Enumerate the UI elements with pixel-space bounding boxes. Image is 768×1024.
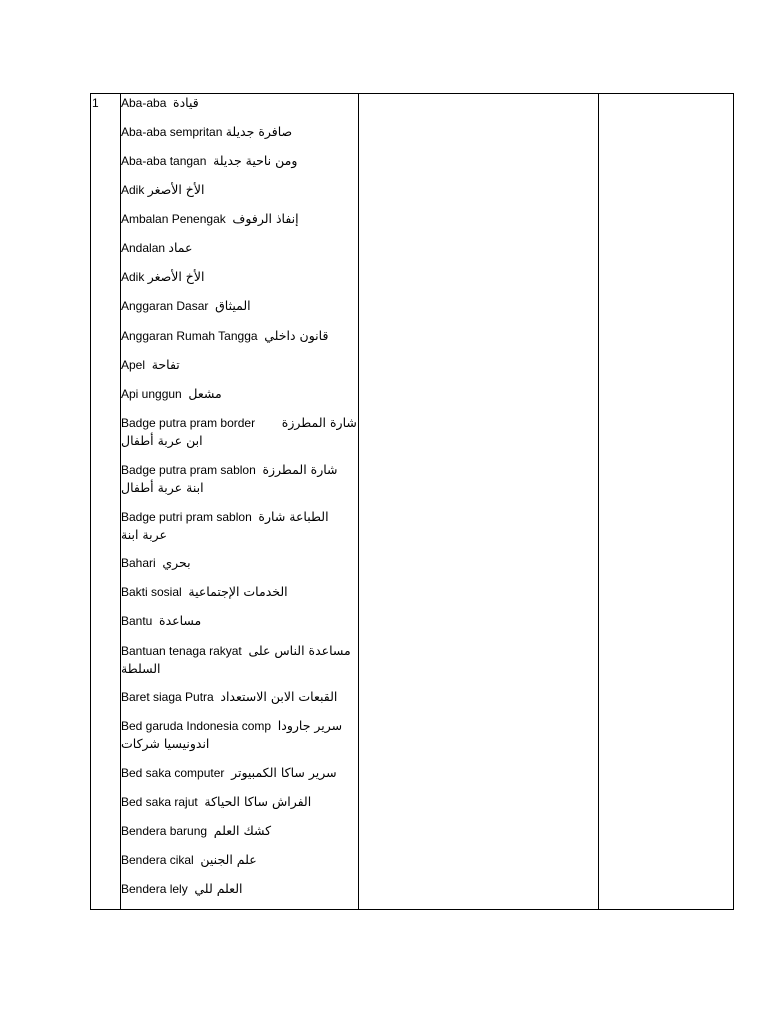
entry-0-arabic: قيادة: [173, 95, 199, 110]
entry-8-latin: Anggaran Rumah Tangga: [121, 329, 258, 343]
entry-22-arabic: كشك العلم: [213, 823, 272, 838]
entry-20-latin: Bed saka computer: [121, 766, 225, 780]
entry-8: [121, 327, 357, 345]
entry-18-latin: Baret siaga Putra: [121, 690, 214, 704]
entry-17-arabic: مساعدة الناس على السلطة: [121, 643, 351, 676]
entry-2: [121, 152, 357, 170]
entry-4-arabic: إنفاذ الرفوف: [232, 211, 299, 226]
entry-19-latin: Bed garuda Indonesia comp: [121, 719, 272, 733]
entry-24-arabic: العلم للي: [194, 881, 243, 896]
entry-5-arabic: عماد: [168, 240, 193, 255]
entry-22-latin: Bendera barung: [121, 824, 208, 838]
entry-0: [121, 94, 357, 112]
entry-8-arabic: قانون داخلي: [264, 328, 329, 343]
entry-10-arabic: مشعل: [188, 386, 222, 401]
entry-22: [121, 822, 357, 840]
entry-10-latin: Api unggun: [121, 387, 182, 401]
entry-18: [121, 688, 357, 706]
entry-11-arabic: شارة المطرزة ابن عربة أطفال: [121, 415, 357, 448]
entry-2-arabic: ومن ناحية جديلة: [213, 153, 298, 168]
entry-15-arabic: الخدمات الإجتماعية: [188, 584, 288, 599]
entry-1-latin: Aba-aba sempritan: [121, 125, 223, 139]
entry-12-arabic: شارة المطرزة ابنة عربة أطفال: [121, 462, 338, 495]
entry-3-arabic: الأخ الأصغر: [147, 182, 205, 197]
entry-17-latin: Bantuan tenaga rakyat: [121, 644, 242, 658]
entry-7-latin: Anggaran Dasar: [121, 299, 209, 313]
entry-7: [121, 297, 357, 315]
entry-6-arabic: الأخ الأصغر: [147, 269, 205, 284]
entry-3-latin: Adik: [121, 183, 145, 197]
entry-1: [121, 123, 357, 141]
entry-9-latin: Apel: [121, 358, 146, 372]
entry-11-latin: Badge putra pram border: [121, 416, 256, 430]
entry-5-latin: Andalan: [121, 241, 166, 255]
entry-21-latin: Bed saka rajut: [121, 795, 198, 809]
entry-16-arabic: مساعدة: [159, 613, 202, 628]
entry-23-latin: Bendera cikal: [121, 853, 194, 867]
entry-12-latin: Badge putra pram sablon: [121, 463, 256, 477]
entry-10: [121, 385, 357, 403]
entry-16-latin: Bantu: [121, 614, 153, 628]
entry-18-arabic: القبعات الابن الاستعداد: [220, 689, 338, 704]
entry-13-arabic: الطباعة شارة عربة ابنة: [121, 509, 329, 542]
entry-21-arabic: الفراش ساكا الحياكة: [204, 794, 312, 809]
entries-cell: [121, 94, 359, 909]
entry-24-latin: Bendera lely: [121, 882, 188, 896]
entry-19: [121, 717, 357, 753]
entry-15: [121, 583, 357, 601]
entry-7-arabic: الميثاق: [215, 298, 251, 313]
entry-4-latin: Ambalan Penengak: [121, 212, 226, 226]
entry-6: [121, 268, 357, 286]
entry-4: [121, 210, 357, 228]
entry-9: [121, 356, 357, 374]
entry-21: [121, 793, 357, 811]
empty-cell-2: [599, 94, 733, 909]
entry-24: [121, 880, 357, 898]
entry-12: [121, 461, 357, 497]
entry-2-latin: Aba-aba tangan: [121, 154, 207, 168]
row-number-cell: [91, 94, 121, 909]
entry-15-latin: Bakti sosial: [121, 585, 182, 599]
entry-14-latin: Bahari: [121, 556, 156, 570]
entry-1-arabic: صافرة جديلة: [225, 124, 293, 139]
entry-14: [121, 554, 357, 572]
entry-23: [121, 851, 357, 869]
entry-13: [121, 508, 357, 544]
empty-cell-1: [359, 94, 599, 909]
entry-0-latin: Aba-aba: [121, 96, 167, 110]
row-number: 1: [92, 96, 99, 110]
entry-16: [121, 612, 357, 630]
entry-23-arabic: علم الجنين: [200, 852, 257, 867]
entry-19-arabic: سرير جارودا اندونيسيا شركات: [121, 718, 343, 751]
entry-6-latin: Adik: [121, 270, 145, 284]
entry-20-arabic: سرير ساكا الكمبيوتر: [231, 765, 337, 780]
entry-3: [121, 181, 357, 199]
entry-9-arabic: تفاحة: [151, 357, 180, 372]
glossary-table: [90, 93, 734, 910]
entry-14-arabic: بحري: [162, 555, 191, 570]
entry-20: [121, 764, 357, 782]
entry-11: [121, 414, 357, 450]
entry-13-latin: Badge putri pram sablon: [121, 510, 252, 524]
entry-5: [121, 239, 357, 257]
entry-17: [121, 642, 357, 678]
